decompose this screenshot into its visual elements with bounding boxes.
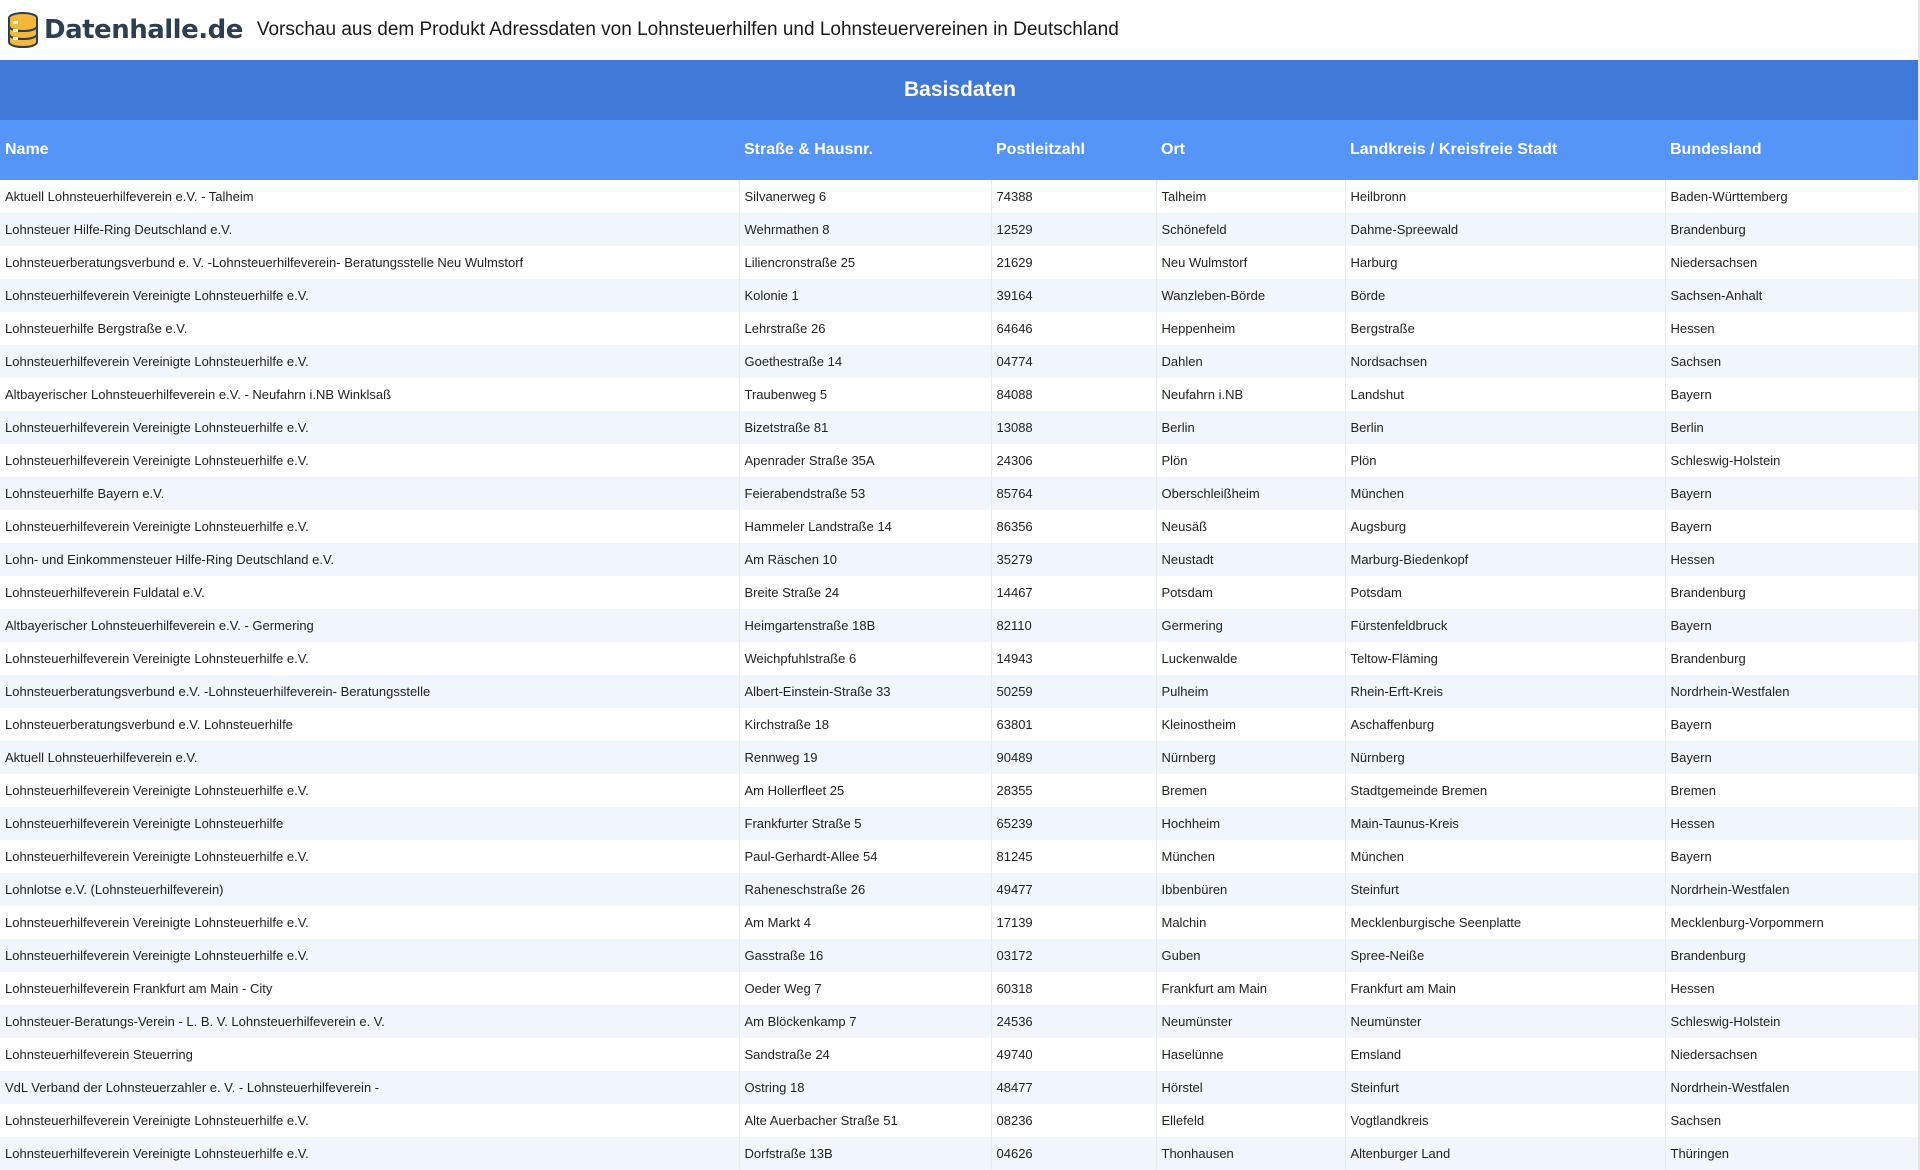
- cell-street: Ostring 18: [739, 1071, 991, 1104]
- cell-district: Nordsachsen: [1345, 345, 1665, 378]
- cell-name: Lohnsteuerhilfeverein Fuldatal e.V.: [5, 585, 205, 600]
- cell-district: Spree-Neiße: [1345, 939, 1665, 972]
- cell-street: Raheneschstraße 26: [739, 873, 991, 906]
- cell-district: Marburg-Biedenkopf: [1345, 543, 1665, 576]
- cell-name: Lohnsteuerhilfeverein Vereinigte Lohnsteuerhilfe e.V.: [5, 948, 309, 963]
- section-header: Basisdaten: [0, 60, 1920, 120]
- cell-street: Kolonie 1: [739, 279, 991, 312]
- cell-state: Brandenburg: [1665, 939, 1920, 972]
- cell-street: Gasstraße 16: [739, 939, 991, 972]
- cell-district: Altenburger Land: [1345, 1137, 1665, 1170]
- cell-postal-code: 03172: [991, 939, 1156, 972]
- cell-state: Bremen: [1665, 774, 1920, 807]
- cell-state: Baden-Württemberg: [1665, 180, 1920, 213]
- column-header-state: Bundesland: [1670, 141, 1762, 158]
- cell-state: Sachsen: [1665, 1104, 1920, 1137]
- cell-name: Lohnsteuerhilfeverein Vereinigte Lohnsteuerhilfe e.V.: [5, 420, 309, 435]
- cell-district: Rhein-Erft-Kreis: [1345, 675, 1665, 708]
- cell-district: München: [1345, 477, 1665, 510]
- cell-postal-code: 28355: [991, 774, 1156, 807]
- cell-city: Bremen: [1156, 774, 1345, 807]
- cell-postal-code: 50259: [991, 675, 1156, 708]
- cell-state: Mecklenburg-Vorpommern: [1665, 906, 1920, 939]
- cell-district: Steinfurt: [1345, 1071, 1665, 1104]
- cell-postal-code: 60318: [991, 972, 1156, 1005]
- cell-name: Lohnsteuerhilfe Bergstraße e.V.: [5, 321, 188, 336]
- cell-state: Hessen: [1665, 972, 1920, 1005]
- cell-city: Wanzleben-Börde: [1156, 279, 1345, 312]
- cell-district: Teltow-Fläming: [1345, 642, 1665, 675]
- cell-postal-code: 35279: [991, 543, 1156, 576]
- table-row: [0, 807, 1920, 840]
- cell-district: Börde: [1345, 279, 1665, 312]
- cell-name: Aktuell Lohnsteuerhilfeverein e.V. - Talheim: [5, 189, 254, 204]
- table-row: [0, 279, 1920, 312]
- cell-postal-code: 08236: [991, 1104, 1156, 1137]
- cell-postal-code: 90489: [991, 741, 1156, 774]
- table-row: [0, 1005, 1920, 1038]
- cell-postal-code: 21629: [991, 246, 1156, 279]
- cell-street: Goethestraße 14: [739, 345, 991, 378]
- cell-state: Brandenburg: [1665, 576, 1920, 609]
- column-header-city: Ort: [1161, 141, 1185, 158]
- cell-street: Rennweg 19: [739, 741, 991, 774]
- cell-city: Hörstel: [1156, 1071, 1345, 1104]
- logo[interactable]: [6, 11, 243, 49]
- cell-postal-code: 04774: [991, 345, 1156, 378]
- cell-street: Am Markt 4: [739, 906, 991, 939]
- table-row: [0, 246, 1920, 279]
- cell-postal-code: 85764: [991, 477, 1156, 510]
- cell-state: Nordrhein-Westfalen: [1665, 675, 1920, 708]
- table-row: [0, 741, 1920, 774]
- cell-state: Bayern: [1665, 378, 1920, 411]
- address-table: [0, 120, 1920, 1170]
- cell-street: Sandstraße 24: [739, 1038, 991, 1071]
- cell-name: Lohnsteuerhilfeverein Vereinigte Lohnsteuerhilfe e.V.: [5, 651, 309, 666]
- cell-postal-code: 14467: [991, 576, 1156, 609]
- cell-state: Hessen: [1665, 543, 1920, 576]
- cell-state: Niedersachsen: [1665, 246, 1920, 279]
- table-row: [0, 972, 1920, 1005]
- cell-name: Lohnsteuerhilfeverein Vereinigte Lohnsteuerhilfe e.V.: [5, 354, 309, 369]
- top-bar: [0, 0, 1920, 60]
- cell-name: Lohnsteuerhilfe Bayern e.V.: [5, 486, 165, 501]
- cell-city: Neustadt: [1156, 543, 1345, 576]
- cell-city: Germering: [1156, 609, 1345, 642]
- cell-district: Augsburg: [1345, 510, 1665, 543]
- cell-name: Lohnsteuerhilfeverein Vereinigte Lohnsteuerhilfe e.V.: [5, 1113, 309, 1128]
- cell-city: Talheim: [1156, 180, 1345, 213]
- cell-city: Hochheim: [1156, 807, 1345, 840]
- cell-street: Liliencronstraße 25: [739, 246, 991, 279]
- cell-state: Nordrhein-Westfalen: [1665, 873, 1920, 906]
- table-body: [0, 180, 1920, 1170]
- cell-postal-code: 49740: [991, 1038, 1156, 1071]
- cell-city: Kleinostheim: [1156, 708, 1345, 741]
- cell-district: Emsland: [1345, 1038, 1665, 1071]
- cell-city: Ibbenbüren: [1156, 873, 1345, 906]
- cell-name: Lohn- und Einkommensteuer Hilfe-Ring Deutschland e.V.: [5, 552, 335, 567]
- cell-name: Lohnsteuerhilfeverein Vereinigte Lohnsteuerhilfe e.V.: [5, 915, 309, 930]
- cell-district: Aschaffenburg: [1345, 708, 1665, 741]
- cell-district: Frankfurt am Main: [1345, 972, 1665, 1005]
- cell-street: Apenrader Straße 35A: [739, 444, 991, 477]
- cell-district: Fürstenfeldbruck: [1345, 609, 1665, 642]
- column-header-postal-code: Postleitzahl: [996, 141, 1085, 158]
- cell-street: Silvanerweg 6: [739, 180, 991, 213]
- cell-city: Schönefeld: [1156, 213, 1345, 246]
- cell-street: Lehrstraße 26: [739, 312, 991, 345]
- table-row: [0, 345, 1920, 378]
- cell-state: Thüringen: [1665, 1137, 1920, 1170]
- cell-state: Bayern: [1665, 741, 1920, 774]
- cell-name: Lohnsteuerhilfeverein Vereinigte Lohnsteuerhilfe: [5, 816, 284, 831]
- cell-name: Lohnsteuerhilfeverein Vereinigte Lohnsteuerhilfe e.V.: [5, 453, 309, 468]
- cell-street: Weichpfuhlstraße 6: [739, 642, 991, 675]
- cell-postal-code: 84088: [991, 378, 1156, 411]
- cell-district: Landshut: [1345, 378, 1665, 411]
- cell-city: Thonhausen: [1156, 1137, 1345, 1170]
- table-row: [0, 477, 1920, 510]
- column-header-district: Landkreis / Kreisfreie Stadt: [1350, 141, 1558, 158]
- cell-city: Plön: [1156, 444, 1345, 477]
- table-row: [0, 576, 1920, 609]
- cell-name: Lohnsteuer Hilfe-Ring Deutschland e.V.: [5, 222, 233, 237]
- cell-postal-code: 39164: [991, 279, 1156, 312]
- cell-state: Schleswig-Holstein: [1665, 1005, 1920, 1038]
- cell-street: Am Blöckenkamp 7: [739, 1005, 991, 1038]
- page-title: Vorschau aus dem Produkt Adressdaten von Lohnsteuerhilfen und Lohnsteuervereinen in Deutschland: [256, 19, 1119, 40]
- cell-postal-code: 81245: [991, 840, 1156, 873]
- cell-city: Luckenwalde: [1156, 642, 1345, 675]
- cell-city: Berlin: [1156, 411, 1345, 444]
- cell-district: Berlin: [1345, 411, 1665, 444]
- cell-city: Frankfurt am Main: [1156, 972, 1345, 1005]
- cell-postal-code: 04626: [991, 1137, 1156, 1170]
- cell-postal-code: 49477: [991, 873, 1156, 906]
- cell-district: Neumünster: [1345, 1005, 1665, 1038]
- table-row: [0, 906, 1920, 939]
- table-row: [0, 1071, 1920, 1104]
- cell-state: Brandenburg: [1665, 213, 1920, 246]
- cell-name: Lohnsteuerhilfeverein Frankfurt am Main - City: [5, 981, 273, 996]
- cell-street: Kirchstraße 18: [739, 708, 991, 741]
- cell-postal-code: 13088: [991, 411, 1156, 444]
- cell-state: Bayern: [1665, 609, 1920, 642]
- cell-district: Vogtlandkreis: [1345, 1104, 1665, 1137]
- cell-district: Steinfurt: [1345, 873, 1665, 906]
- cell-state: Sachsen: [1665, 345, 1920, 378]
- cell-city: Oberschleißheim: [1156, 477, 1345, 510]
- cell-street: Traubenweg 5: [739, 378, 991, 411]
- cell-district: Main-Taunus-Kreis: [1345, 807, 1665, 840]
- table-row: [0, 543, 1920, 576]
- cell-street: Hammeler Landstraße 14: [739, 510, 991, 543]
- cell-postal-code: 64646: [991, 312, 1156, 345]
- cell-state: Schleswig-Holstein: [1665, 444, 1920, 477]
- cell-name: Lohnsteuerhilfeverein Vereinigte Lohnsteuerhilfe e.V.: [5, 519, 309, 534]
- cell-street: Albert-Einstein-Straße 33: [739, 675, 991, 708]
- cell-street: Dorfstraße 13B: [739, 1137, 991, 1170]
- cell-district: Potsdam: [1345, 576, 1665, 609]
- table-row: [0, 378, 1920, 411]
- cell-city: Ellefeld: [1156, 1104, 1345, 1137]
- cell-district: Heilbronn: [1345, 180, 1665, 213]
- cell-district: Mecklenburgische Seenplatte: [1345, 906, 1665, 939]
- cell-city: Heppenheim: [1156, 312, 1345, 345]
- column-header-street: Straße & Hausnr.: [744, 141, 873, 158]
- column-header-name: Name: [5, 141, 49, 158]
- cell-postal-code: 74388: [991, 180, 1156, 213]
- cell-street: Bizetstraße 81: [739, 411, 991, 444]
- table-row: [0, 444, 1920, 477]
- cell-city: Guben: [1156, 939, 1345, 972]
- cell-name: VdL Verband der Lohnsteuerzahler e. V. - Lohnsteuerhilfeverein -: [5, 1080, 380, 1095]
- cell-city: München: [1156, 840, 1345, 873]
- cell-street: Wehrmathen 8: [739, 213, 991, 246]
- table-row: [0, 411, 1920, 444]
- cell-street: Am Räschen 10: [739, 543, 991, 576]
- cell-district: Plön: [1345, 444, 1665, 477]
- table-row: [0, 312, 1920, 345]
- cell-city: Malchin: [1156, 906, 1345, 939]
- logo-text: Datenhalle.de: [44, 15, 243, 45]
- cell-city: Neusäß: [1156, 510, 1345, 543]
- table-row: [0, 939, 1920, 972]
- cell-postal-code: 24536: [991, 1005, 1156, 1038]
- cell-city: Neufahrn i.NB: [1156, 378, 1345, 411]
- cell-state: Bayern: [1665, 840, 1920, 873]
- cell-name: Lohnsteuerhilfeverein Steuerring: [5, 1047, 193, 1062]
- cell-postal-code: 17139: [991, 906, 1156, 939]
- cell-state: Berlin: [1665, 411, 1920, 444]
- table-row: [0, 708, 1920, 741]
- table-row: [0, 774, 1920, 807]
- cell-state: Niedersachsen: [1665, 1038, 1920, 1071]
- table-row: [0, 510, 1920, 543]
- cell-postal-code: 24306: [991, 444, 1156, 477]
- cell-district: Nürnberg: [1345, 741, 1665, 774]
- cell-state: Brandenburg: [1665, 642, 1920, 675]
- table-row: [0, 642, 1920, 675]
- cell-name: Lohnsteuerberatungsverbund e. V. -Lohnsteuerhilfeverein- Beratungsstelle Neu Wulmstorf: [5, 255, 524, 270]
- cell-district: Stadtgemeinde Bremen: [1345, 774, 1665, 807]
- database-logo-icon: [6, 11, 40, 49]
- cell-street: Feierabendstraße 53: [739, 477, 991, 510]
- cell-name: Aktuell Lohnsteuerhilfeverein e.V.: [5, 750, 198, 765]
- cell-name: Lohnsteuerberatungsverbund e.V. Lohnsteuerhilfe: [5, 717, 293, 732]
- cell-city: Neumünster: [1156, 1005, 1345, 1038]
- cell-name: Altbayerischer Lohnsteuerhilfeverein e.V. - Neufahrn i.NB Winklsaß: [5, 387, 392, 402]
- cell-name: Lohnsteuerhilfeverein Vereinigte Lohnsteuerhilfe e.V.: [5, 849, 309, 864]
- cell-street: Heimgartenstraße 18B: [739, 609, 991, 642]
- table-row: [0, 675, 1920, 708]
- cell-name: Lohnsteuerhilfeverein Vereinigte Lohnsteuerhilfe e.V.: [5, 1146, 309, 1161]
- cell-state: Hessen: [1665, 312, 1920, 345]
- cell-name: Lohnsteuer-Beratungs-Verein - L. B. V. Lohnsteuerhilfeverein e. V.: [5, 1014, 385, 1029]
- cell-district: Dahme-Spreewald: [1345, 213, 1665, 246]
- cell-city: Potsdam: [1156, 576, 1345, 609]
- cell-postal-code: 82110: [991, 609, 1156, 642]
- cell-name: Lohnlotse e.V. (Lohnsteuerhilfeverein): [5, 882, 224, 897]
- cell-district: Bergstraße: [1345, 312, 1665, 345]
- cell-state: Hessen: [1665, 807, 1920, 840]
- cell-street: Paul-Gerhardt-Allee 54: [739, 840, 991, 873]
- cell-name: Lohnsteuerhilfeverein Vereinigte Lohnsteuerhilfe e.V.: [5, 288, 309, 303]
- table-row: [0, 873, 1920, 906]
- cell-city: Haselünne: [1156, 1038, 1345, 1071]
- cell-street: Alte Auerbacher Straße 51: [739, 1104, 991, 1137]
- cell-state: Bayern: [1665, 477, 1920, 510]
- cell-district: München: [1345, 840, 1665, 873]
- cell-street: Am Hollerfleet 25: [739, 774, 991, 807]
- cell-city: Dahlen: [1156, 345, 1345, 378]
- cell-state: Nordrhein-Westfalen: [1665, 1071, 1920, 1104]
- cell-street: Breite Straße 24: [739, 576, 991, 609]
- cell-street: Oeder Weg 7: [739, 972, 991, 1005]
- cell-postal-code: 65239: [991, 807, 1156, 840]
- cell-postal-code: 14943: [991, 642, 1156, 675]
- cell-state: Bayern: [1665, 708, 1920, 741]
- table-row: [0, 1038, 1920, 1071]
- table-row: [0, 609, 1920, 642]
- cell-district: Harburg: [1345, 246, 1665, 279]
- cell-postal-code: 86356: [991, 510, 1156, 543]
- table-row: [0, 1137, 1920, 1170]
- cell-postal-code: 12529: [991, 213, 1156, 246]
- cell-postal-code: 48477: [991, 1071, 1156, 1104]
- cell-postal-code: 63801: [991, 708, 1156, 741]
- table-header-row: [0, 120, 1920, 180]
- cell-name: Lohnsteuerberatungsverbund e.V. -Lohnsteuerhilfeverein- Beratungsstelle: [5, 684, 431, 699]
- table-row: [0, 180, 1920, 213]
- table-row: [0, 1104, 1920, 1137]
- cell-state: Sachsen-Anhalt: [1665, 279, 1920, 312]
- table-row: [0, 213, 1920, 246]
- cell-city: Nürnberg: [1156, 741, 1345, 774]
- cell-street: Frankfurter Straße 5: [739, 807, 991, 840]
- table-row: [0, 840, 1920, 873]
- cell-state: Bayern: [1665, 510, 1920, 543]
- cell-city: Neu Wulmstorf: [1156, 246, 1345, 279]
- cell-name: Altbayerischer Lohnsteuerhilfeverein e.V. - Germering: [5, 618, 314, 633]
- cell-city: Pulheim: [1156, 675, 1345, 708]
- cell-name: Lohnsteuerhilfeverein Vereinigte Lohnsteuerhilfe e.V.: [5, 783, 309, 798]
